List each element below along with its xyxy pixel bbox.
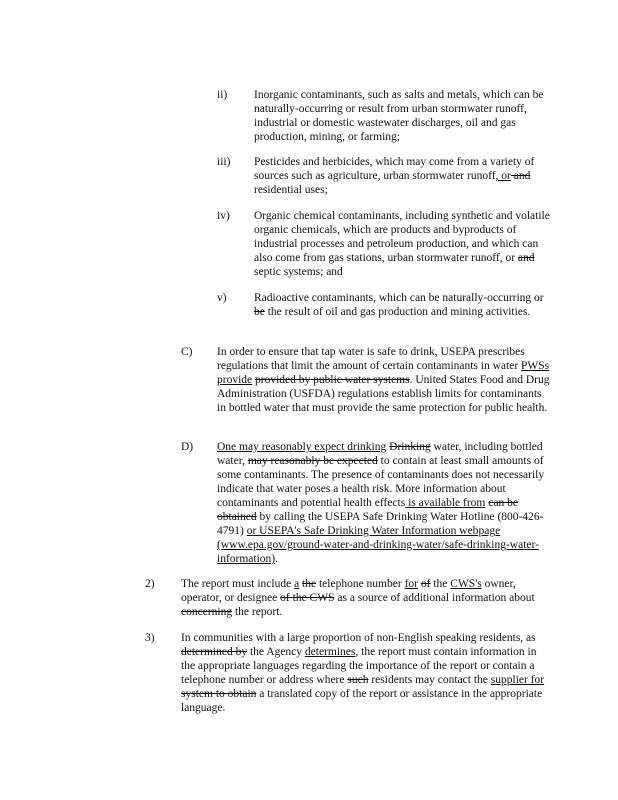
strike-such: such — [347, 674, 369, 686]
strike-drinking: Drinking — [389, 441, 431, 453]
list-item-ii — [0, 88, 618, 144]
insert-a: a — [294, 578, 300, 590]
insert-for: for — [404, 578, 418, 590]
item-text-ii — [254, 88, 554, 144]
strike-of-the-cws: of the CWS — [280, 592, 335, 604]
insert-is-available: is available from — [405, 497, 486, 509]
list-item-2 — [0, 577, 618, 619]
item-text-iii: Pesticides and herbicides, which may come from a variety of sources such as agriculture, urban stormwater runoff, or and residential uses; — [254, 156, 535, 196]
item-label-2: 2) — [145, 578, 155, 590]
insert-pwss-provide: PWSs provide — [217, 360, 550, 386]
insert-one-may: One may reasonably expect drinking — [217, 441, 387, 453]
list-item-iv — [0, 209, 618, 279]
item-label-ii: ii) — [217, 89, 228, 101]
insert-or: , or — [495, 170, 511, 182]
item-label-iv: iv) — [217, 210, 230, 222]
insert-webpage: or USEPA's Safe Drinking Water Information webpage (www.epa.gov/ground-water-and-drinking-water/safe-drinking-water-information) — [217, 525, 539, 565]
insert-determines: determines — [304, 646, 356, 658]
strike-can-be-obtained: can be obtained — [217, 497, 518, 523]
strike-may-reasonably: may reasonably be expected — [247, 455, 378, 467]
item-text-d: One may reasonably expect drinking Drinking water, including bottled water, may reasonably be expected to contain at least small amounts of some contaminants. The presence of contaminants does not necessarily indicate that water poses a health risk. More information about contaminants and potential health effects is available from can be obtained by calling the USEPA Safe Drinking Water Hotline (800-426-4791) or USEPA's Safe Drinking Water Information webpage (www.epa.gov/ground-water-and-drinking-water/safe-drinking-water-information). — [217, 441, 545, 565]
strike-provided: provided by public water systems — [255, 374, 410, 386]
item-label-c: C) — [181, 346, 193, 358]
item-label-iii: iii) — [217, 156, 231, 168]
item-label-d: D) — [181, 441, 194, 453]
item-text-2: The report must include a the telephone number for of the CWS's owner, operator, or designee of the CWS as a source of additional information about concerning the report. — [181, 578, 535, 618]
strike-the: the — [302, 578, 317, 590]
strike-of: of — [420, 578, 431, 590]
item-text-c: In order to ensure that tap water is safe to drink, USEPA prescribes regulations that limit the amount of certain contaminants in water PWSs provide provided by public water systems. United States Food and Drug Administration (USFDA) regulations establish limits for contaminants in bottled water that must provide the same protection for public health. — [217, 346, 550, 414]
item-text-iv: Organic chemical contaminants, including synthetic and volatile organic chemicals, which are products and byproducts of industrial processes and petroleum production, and which can also come from gas stations, urban stormwater runoff, or and septic systems; and — [254, 210, 550, 278]
strike-concerning: concerning — [181, 606, 233, 618]
list-item-3 — [0, 631, 618, 731]
strike-system-to-obtain: system to obtain — [181, 688, 257, 700]
item-text-ii-line1: Inorganic contaminants, such as salts and metals, which can be naturally-occurring or result from urban stormwater runoff, industrial or domestic wastewater discharges, oil and gas production, mining, or farming; — [254, 89, 544, 143]
item-text-3: In communities with a large proportion of non-English speaking residents, as determined by the Agency determines, the report must contain information in the appropriate languages regarding the importance of the report or contain a telephone number or address where such residents may contact the supplier for system to obtain a translated copy of the report or assistance in the appropriate language. — [181, 632, 545, 714]
strike-determined-by: determined by — [181, 646, 248, 658]
insert-supplier-for: supplier for — [490, 674, 545, 686]
list-item-v — [0, 291, 618, 333]
item-label-3: 3) — [145, 632, 155, 644]
item-text-v: Radioactive contaminants, which can be naturally-occurring or be the result of oil and gas production and mining activities. — [254, 292, 544, 318]
item-label-v: v) — [217, 292, 227, 304]
list-item-d — [0, 440, 618, 566]
list-item-iii — [0, 155, 618, 197]
insert-cws: CWS's — [450, 578, 482, 590]
list-item-c — [0, 345, 618, 429]
strike-and: and — [510, 170, 531, 182]
strike-be: be — [254, 306, 265, 318]
strike-and-iv: and — [517, 252, 535, 264]
